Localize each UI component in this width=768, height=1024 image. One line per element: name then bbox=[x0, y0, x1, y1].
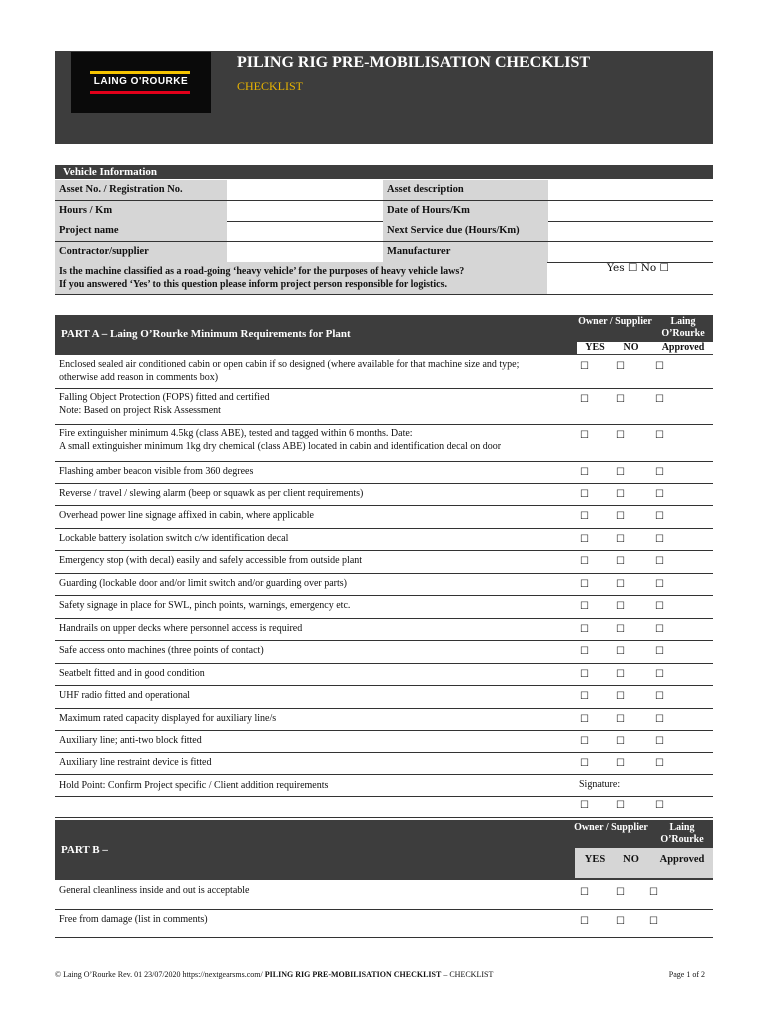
logo-red-bar bbox=[90, 91, 190, 94]
hold-yes-checkbox[interactable]: ☐ bbox=[580, 800, 589, 811]
no-checkbox[interactable]: ☐ bbox=[616, 669, 625, 680]
vehicle-info-label: Asset description bbox=[383, 180, 548, 200]
no-checkbox[interactable]: ☐ bbox=[616, 430, 625, 441]
yes-checkbox[interactable]: ☐ bbox=[580, 624, 589, 635]
no-checkbox[interactable]: ☐ bbox=[616, 887, 625, 898]
no-checkbox[interactable]: ☐ bbox=[616, 534, 625, 545]
checklist-item-text: Guarding (lockable door and/or limit switch and/or guarding over parts) bbox=[59, 578, 347, 589]
yes-checkbox[interactable]: ☐ bbox=[580, 601, 589, 612]
vehicle-info-value-field[interactable] bbox=[227, 180, 383, 200]
part-b-header bbox=[55, 820, 713, 880]
col-no: NO bbox=[623, 342, 639, 353]
vehicle-info-value-field[interactable] bbox=[227, 201, 383, 221]
vehicle-info-row bbox=[55, 221, 713, 242]
checklist-item-text: Auxiliary line restraint device is fitted bbox=[59, 757, 212, 768]
approved-checkbox[interactable]: ☐ bbox=[655, 624, 664, 635]
checklist-item-text: General cleanliness inside and out is acceptable bbox=[59, 885, 250, 896]
yes-checkbox[interactable]: ☐ bbox=[580, 489, 589, 500]
vehicle-info-label: Hours / Km bbox=[55, 201, 227, 221]
vehicle-info-label: Project name bbox=[55, 221, 227, 241]
no-checkbox[interactable]: ☐ bbox=[616, 736, 625, 747]
heavy-vehicle-options[interactable]: Yes ☐ No ☐ bbox=[607, 262, 669, 274]
hold-point-row bbox=[55, 774, 713, 797]
checklist-row bbox=[55, 708, 713, 731]
yes-checkbox[interactable]: ☐ bbox=[580, 579, 589, 590]
footer-meta: © Laing O’Rourke Rev. 01 23/07/2020 https://nextgearsms.com/ bbox=[55, 970, 265, 979]
approved-checkbox[interactable]: ☐ bbox=[655, 556, 664, 567]
approved-checkbox[interactable]: ☐ bbox=[655, 669, 664, 680]
hold-point-checkbox-row bbox=[55, 796, 713, 818]
no-checkbox[interactable]: ☐ bbox=[616, 758, 625, 769]
no-checkbox[interactable]: ☐ bbox=[616, 601, 625, 612]
part-b-col-approved: Approved bbox=[659, 854, 705, 865]
checklist-row bbox=[55, 424, 713, 462]
checklist-row bbox=[55, 595, 713, 619]
checklist-row bbox=[55, 550, 713, 574]
signature-label: Signature: bbox=[579, 779, 621, 790]
checklist-item-text: Handrails on upper decks where personnel access is required bbox=[59, 623, 303, 634]
yes-checkbox[interactable]: ☐ bbox=[580, 887, 589, 898]
checklist-row bbox=[55, 388, 713, 425]
vehicle-info-label: Date of Hours/Km bbox=[383, 201, 548, 221]
no-checkbox[interactable]: ☐ bbox=[616, 556, 625, 567]
checklist-item-text: Free from damage (list in comments) bbox=[59, 914, 208, 925]
approved-checkbox[interactable]: ☐ bbox=[655, 394, 664, 405]
checklist-row bbox=[55, 505, 713, 529]
part-b-checklist-row bbox=[55, 909, 713, 938]
no-checkbox[interactable]: ☐ bbox=[616, 489, 625, 500]
yes-checkbox[interactable]: ☐ bbox=[580, 394, 589, 405]
vehicle-info-heading: Vehicle Information bbox=[55, 165, 713, 179]
yes-checkbox[interactable]: ☐ bbox=[580, 714, 589, 725]
checklist-item-text: Falling Object Protection (FOPS) fitted and certified Note: Based on project Risk Assessment bbox=[59, 392, 270, 416]
col-yes: YES bbox=[585, 342, 605, 353]
logo-yellow-bar bbox=[90, 71, 190, 74]
yes-checkbox[interactable]: ☐ bbox=[580, 646, 589, 657]
checklist-row bbox=[55, 663, 713, 686]
vehicle-info-row bbox=[55, 201, 713, 222]
no-checkbox[interactable]: ☐ bbox=[616, 467, 625, 478]
approved-checkbox[interactable]: ☐ bbox=[655, 467, 664, 478]
no-checkbox[interactable]: ☐ bbox=[616, 916, 625, 927]
checklist-item-text: Flashing amber beacon visible from 360 degrees bbox=[59, 466, 254, 477]
checklist-item-text: Lockable battery isolation switch c/w identification decal bbox=[59, 533, 289, 544]
part-b-col-laing-orourke: Laing O’Rourke bbox=[660, 822, 704, 845]
checklist-item-text: Emergency stop (with decal) easily and safely accessible from outside plant bbox=[59, 555, 363, 566]
approved-checkbox[interactable]: ☐ bbox=[655, 489, 664, 500]
yes-checkbox[interactable]: ☐ bbox=[580, 556, 589, 567]
vehicle-info-label: Next Service due (Hours/Km) bbox=[383, 221, 548, 241]
approved-checkbox[interactable]: ☐ bbox=[655, 714, 664, 725]
no-checkbox[interactable]: ☐ bbox=[616, 691, 625, 702]
checklist-row bbox=[55, 730, 713, 753]
checklist-item-text: Enclosed sealed air conditioned cabin or open cabin if so designed (where available for that machine size and type; otherwise add reason in comments box) bbox=[59, 359, 520, 383]
yes-checkbox[interactable]: ☐ bbox=[580, 916, 589, 927]
checklist-item-text: Reverse / travel / slewing alarm (beep or squawk as per client requirements) bbox=[59, 488, 364, 499]
approved-checkbox[interactable]: ☐ bbox=[655, 646, 664, 657]
vehicle-info-value-field[interactable] bbox=[227, 221, 383, 241]
company-logo bbox=[71, 52, 211, 113]
hold-no-checkbox[interactable]: ☐ bbox=[616, 800, 625, 811]
part-b-checklist-row bbox=[55, 880, 713, 910]
approved-checkbox[interactable]: ☐ bbox=[649, 916, 658, 927]
checklist-item-text: Fire extinguisher minimum 4.5kg (class ABE), tested and tagged within 6 months. Date: A small extinguisher minimum 1kg dry chemical (class ABE) located in cabin and identification decal on door bbox=[59, 428, 502, 452]
checklist-item-text: Overhead power line signage affixed in cabin, where applicable bbox=[59, 510, 314, 521]
no-checkbox[interactable]: ☐ bbox=[616, 394, 625, 405]
approved-checkbox[interactable]: ☐ bbox=[655, 511, 664, 522]
hold-approved-checkbox[interactable]: ☐ bbox=[655, 800, 664, 811]
approved-checkbox[interactable]: ☐ bbox=[655, 601, 664, 612]
col-approved: Approved bbox=[661, 342, 705, 353]
approved-checkbox[interactable]: ☐ bbox=[655, 430, 664, 441]
vehicle-info-value-field[interactable] bbox=[548, 201, 713, 221]
approved-checkbox[interactable]: ☐ bbox=[655, 534, 664, 545]
no-checkbox[interactable]: ☐ bbox=[616, 579, 625, 590]
vehicle-info-value-field[interactable] bbox=[548, 221, 713, 241]
approved-checkbox[interactable]: ☐ bbox=[655, 361, 664, 372]
approved-checkbox[interactable]: ☐ bbox=[655, 736, 664, 747]
yes-checkbox[interactable]: ☐ bbox=[580, 691, 589, 702]
logo-text: LAING O'ROURKE bbox=[93, 76, 189, 87]
no-checkbox[interactable]: ☐ bbox=[616, 511, 625, 522]
vehicle-info-value-field[interactable] bbox=[548, 242, 713, 262]
no-checkbox[interactable]: ☐ bbox=[616, 624, 625, 635]
checklist-row bbox=[55, 573, 713, 596]
vehicle-info-label: Contractor/supplier bbox=[55, 242, 227, 262]
yes-checkbox[interactable]: ☐ bbox=[580, 758, 589, 769]
checklist-item-text: Auxiliary line; anti-two block fitted bbox=[59, 735, 202, 746]
heavy-vehicle-question bbox=[55, 262, 713, 295]
no-checkbox[interactable]: ☐ bbox=[616, 714, 625, 725]
heavy-vehicle-q2: If you answered ‘Yes’ to this question please inform project person responsible for logistics. bbox=[59, 279, 447, 290]
approved-checkbox[interactable]: ☐ bbox=[655, 691, 664, 702]
part-b-col-yes: YES bbox=[584, 854, 606, 865]
approved-checkbox[interactable]: ☐ bbox=[649, 887, 658, 898]
yes-checkbox[interactable]: ☐ bbox=[580, 511, 589, 522]
heavy-vehicle-q1: Is the machine classified as a road-going ‘heavy vehicle’ for the purposes of heavy vehicle laws? bbox=[59, 266, 465, 277]
vehicle-info-row bbox=[55, 242, 713, 263]
yes-checkbox[interactable]: ☐ bbox=[580, 534, 589, 545]
footer-doc-tail: – CHECKLIST bbox=[441, 970, 494, 979]
vehicle-info-label: Asset No. / Registration No. bbox=[55, 180, 227, 200]
approved-checkbox[interactable]: ☐ bbox=[655, 579, 664, 590]
checklist-item-text: Safety signage in place for SWL, pinch points, warnings, emergency etc. bbox=[59, 600, 351, 611]
checklist-row bbox=[55, 752, 713, 775]
vehicle-info-value-field[interactable] bbox=[227, 242, 383, 262]
checklist-row bbox=[55, 528, 713, 551]
part-b-col-owner-supplier: Owner / Supplier bbox=[574, 822, 648, 833]
footer-doc-title: PILING RIG PRE-MOBILISATION CHECKLIST bbox=[264, 970, 442, 979]
yes-checkbox[interactable]: ☐ bbox=[580, 669, 589, 680]
checklist-item-text: Maximum rated capacity displayed for auxiliary line/s bbox=[59, 713, 277, 724]
no-checkbox[interactable]: ☐ bbox=[616, 361, 625, 372]
col-laing-orourke: Laing O’Rourke bbox=[661, 316, 705, 339]
part-a-title: PART A – Laing O’Rourke Minimum Requirements for Plant bbox=[61, 328, 351, 340]
yes-checkbox[interactable]: ☐ bbox=[580, 736, 589, 747]
col-owner-supplier: Owner / Supplier bbox=[578, 316, 652, 327]
no-checkbox[interactable]: ☐ bbox=[616, 646, 625, 657]
vehicle-info-label: Manufacturer bbox=[383, 242, 548, 262]
checklist-row bbox=[55, 685, 713, 709]
checklist-row bbox=[55, 483, 713, 506]
checklist-row bbox=[55, 640, 713, 664]
footer-page-number: Page 1 of 2 bbox=[668, 970, 705, 979]
vehicle-info-row bbox=[55, 180, 713, 201]
yes-checkbox[interactable]: ☐ bbox=[580, 361, 589, 372]
checklist-row bbox=[55, 355, 713, 389]
checklist-row bbox=[55, 618, 713, 641]
part-a-header bbox=[55, 315, 713, 355]
checklist-item-text: Safe access onto machines (three points of contact) bbox=[59, 645, 264, 656]
checklist-row bbox=[55, 461, 713, 484]
yes-checkbox[interactable]: ☐ bbox=[580, 430, 589, 441]
checklist-item-text: Seatbelt fitted and in good condition bbox=[59, 668, 205, 679]
part-b-title: PART B – bbox=[61, 844, 108, 856]
document-subtitle: CHECKLIST bbox=[237, 79, 303, 93]
approved-checkbox[interactable]: ☐ bbox=[655, 758, 664, 769]
yes-checkbox[interactable]: ☐ bbox=[580, 467, 589, 478]
vehicle-info-value-field[interactable] bbox=[548, 180, 713, 200]
checklist-item-text: UHF radio fitted and operational bbox=[59, 690, 191, 701]
part-b-col-no: NO bbox=[623, 854, 639, 865]
document-title: PILING RIG PRE-MOBILISATION CHECKLIST bbox=[237, 54, 591, 71]
hold-point-text: Hold Point: Confirm Project specific / Client addition requirements bbox=[59, 780, 329, 791]
